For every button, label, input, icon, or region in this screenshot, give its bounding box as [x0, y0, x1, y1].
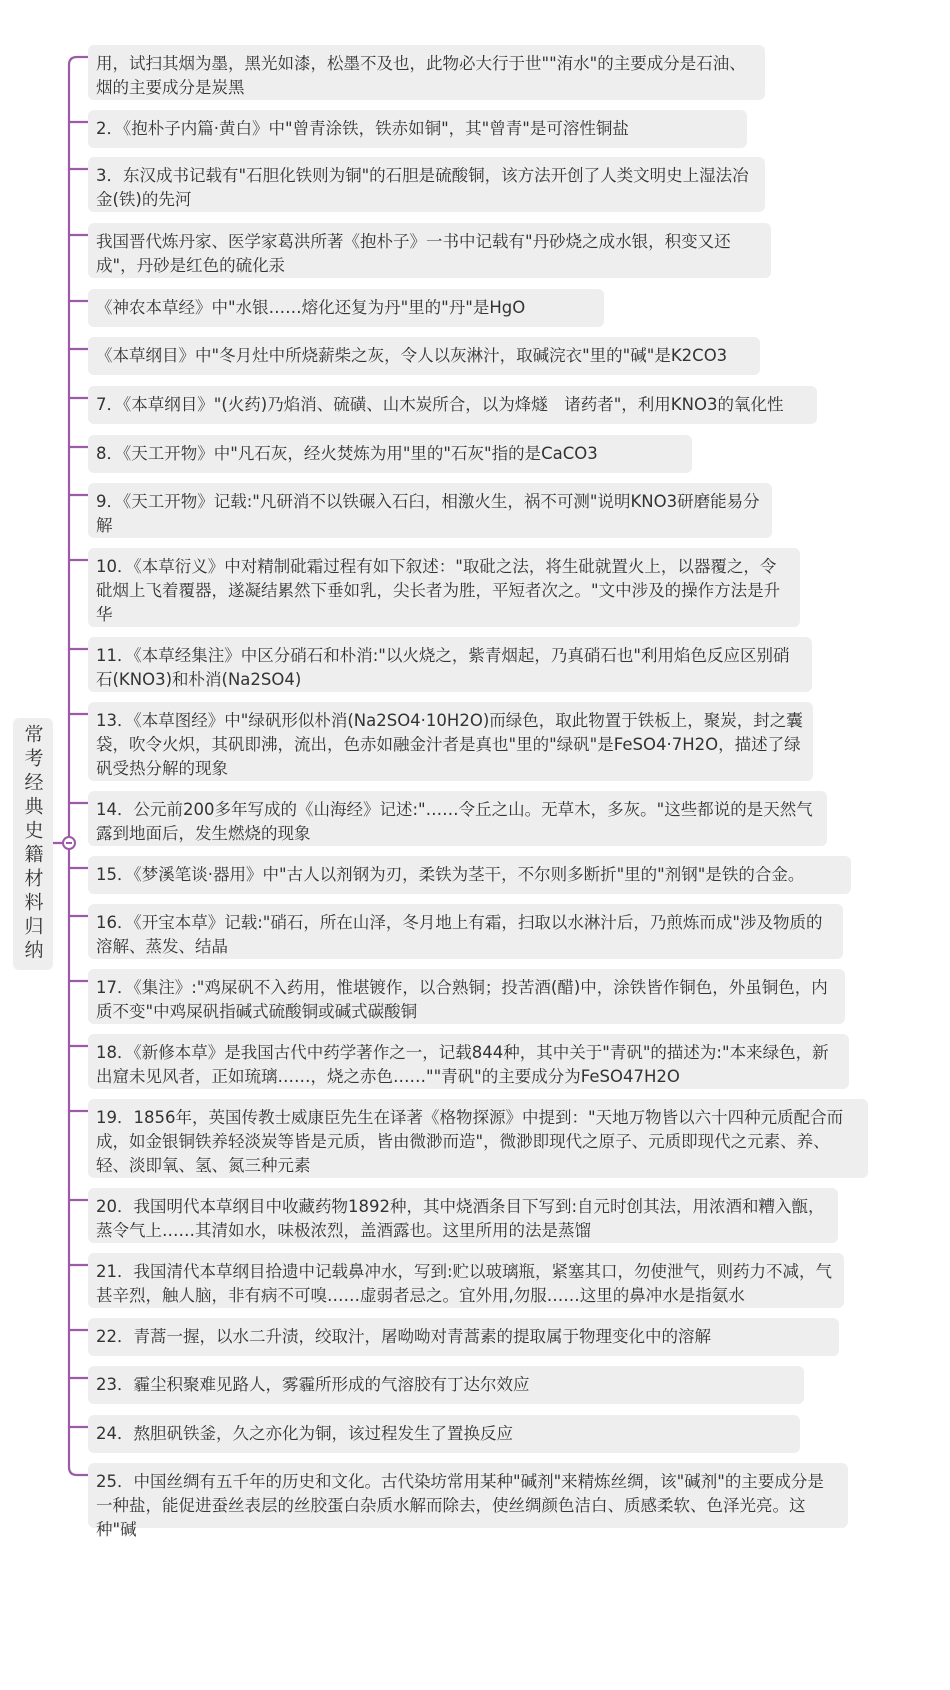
- topic-node-15[interactable]: [88, 856, 851, 894]
- topic-text: 15．《梦溪笔谈·器用》中"古人以剂钢为刃，柔铁为茎干，不尔则多断折"里的"剂钢"是铁的合金。: [96, 865, 805, 884]
- topic-node-16[interactable]: [88, 904, 843, 959]
- topic-node-10[interactable]: [88, 548, 800, 627]
- topic-text: 20．我国明代本草纲目中收藏药物1892种，其中烧酒条目下写到:自元时创其法，用浓酒和糟入甑，蒸令气上……其清如水，味极浓烈，盖酒露也。这里所用的法是蒸馏: [96, 1197, 825, 1240]
- topic-text: 3．东汉成书记载有"石胆化铁则为铜"的石胆是硫酸铜，该方法开创了人类文明史上湿法冶金(铁)的先河: [96, 166, 749, 209]
- topic-node-2[interactable]: [88, 110, 747, 148]
- topic-text: 18．《新修本草》是我国古代中药学著作之一，记载844种，其中关于"青矾"的描述为:"本来绿色，新出窟未见风者，正如琉璃……，烧之赤色……""青矾"的主要成分为FeSO47H2O: [96, 1043, 829, 1086]
- topic-text: 《神农本草经》中"水银……熔化还复为丹"里的"丹"是HgO: [96, 298, 526, 317]
- topic-node-6[interactable]: [88, 337, 760, 375]
- branch-line: [69, 57, 88, 65]
- topic-text: 10．《本草衍义》中对精制砒霜过程有如下叙述："取砒之法，将生砒就置火上，以器覆之，令砒烟上飞着覆器，遂凝结累然下垂如乳，尖长者为胜，平短者次之。"文中涉及的操作方法是升华: [96, 557, 781, 624]
- topic-text: 2．《抱朴子内篇·黄白》中"曾青涂铁，铁赤如铜"，其"曾青"是可溶性铜盐: [96, 119, 629, 138]
- topic-text: 7．《本草纲目》"(火药)乃焰消、硫磺、山木炭所合，以为烽燧 诸药者"，利用KNO3的氧化性: [96, 395, 784, 414]
- topic-node-14[interactable]: [88, 791, 827, 846]
- topic-text: 25．中国丝绸有五千年的历史和文化。古代染坊常用某种"碱剂"来精炼丝绸，该"碱剂"的主要成分是一种盐，能促进蚕丝表层的丝胶蛋白杂质水解而除去，使丝绸颜色洁白、质感柔软、色泽光亮。这种"碱: [96, 1472, 824, 1539]
- topic-text: 22．青蒿一握，以水二升渍，绞取汁，屠呦呦对青蒿素的提取属于物理变化中的溶解: [96, 1327, 711, 1346]
- root-topic[interactable]: [13, 718, 53, 970]
- topic-node-13[interactable]: [88, 702, 813, 781]
- topic-node-19[interactable]: [88, 1099, 868, 1178]
- topic-text: 24．熬胆矾铁釜，久之亦化为铜，该过程发生了置换反应: [96, 1424, 513, 1443]
- topic-node-8[interactable]: [88, 435, 692, 473]
- topic-text: 《本草纲目》中"冬月灶中所烧薪柴之灰，令人以灰淋汁，取碱浣衣"里的"碱"是K2CO3: [96, 346, 728, 365]
- topic-node-7[interactable]: [88, 386, 817, 424]
- topic-node-21[interactable]: [88, 1253, 844, 1308]
- topic-node-9[interactable]: [88, 483, 772, 538]
- topic-text: 9．《天工开物》记载:"凡研消不以铁碾入石臼，相激火生，祸不可测"说明KNO3研磨能易分解: [96, 492, 760, 535]
- topic-node-24[interactable]: [88, 1415, 800, 1453]
- topic-text: 14．公元前200多年写成的《山海经》记述:"……令丘之山。无草木，多灰。"这些都说的是天然气露到地面后，发生燃烧的现象: [96, 800, 813, 843]
- topic-text: 23．霾尘积聚难见路人，雾霾所形成的气溶胶有丁达尔效应: [96, 1375, 530, 1394]
- topic-text: 11．《本草经集注》中区分硝石和朴消:"以火烧之，紫青烟起，乃真硝石也"利用焰色反应区别硝石(KNO3)和朴消(Na2SO4): [96, 646, 790, 689]
- topic-node-22[interactable]: [88, 1318, 839, 1356]
- collapse-toggle-icon[interactable]: [62, 836, 76, 850]
- topic-node-18[interactable]: [88, 1034, 849, 1089]
- topic-text: 我国晋代炼丹家、医学家葛洪所著《抱朴子》一书中记载有"丹砂烧之成水银，积变又还成"，丹砂是红色的硫化汞: [96, 232, 731, 275]
- topic-node-1[interactable]: [88, 45, 765, 100]
- topic-node-17[interactable]: [88, 969, 845, 1024]
- root-topic-label: 常考经典史籍材料归纳: [21, 724, 44, 964]
- topic-text: 21．我国清代本草纲目拾遗中记载鼻冲水，写到:贮以玻璃瓶，紧塞其口，勿使泄气，则药力不减，气甚辛烈，触人脑，非有病不可嗅……虚弱者忌之。宜外用,勿服……这里的鼻冲水是指氨水: [96, 1262, 833, 1305]
- topic-text: 19．1856年，英国传教士威康臣先生在译著《格物探源》中提到："天地万物皆以六十四种元质配合而成，如金银铜铁养轻淡炭等皆是元质，皆由微渺而造"，微渺即现代之原子、元质即现代之元素、养、轻、淡即氧、氢、氮三种元素: [96, 1108, 844, 1175]
- topic-text: 13．《本草图经》中"绿矾形似朴消(Na2SO4·10H2O)而绿色，取此物置于铁板上，聚炭，封之囊袋，吹令火炽，其矾即沸，流出，色赤如融金汁者是真也"里的"绿矾"是FeSO4·7H2O，描述了绿矾受热分解的现象: [96, 711, 803, 778]
- topic-node-5[interactable]: [88, 289, 604, 327]
- topic-node-23[interactable]: [88, 1366, 804, 1404]
- topic-text: 17．《集注》:"鸡屎矾不入药用，惟堪镀作，以合熟铜；投苦酒(醋)中，涂铁皆作铜色，外虽铜色，内质不变"中鸡屎矾指碱式硫酸铜或碱式碳酸铜: [96, 978, 828, 1021]
- topic-text: 8．《天工开物》中"凡石灰，经火焚炼为用"里的"石灰"指的是CaCO3: [96, 444, 598, 463]
- topic-text: 16．《开宝本草》记载:"硝石，所在山泽，冬月地上有霜，扫取以水淋汁后，乃煎炼而成"涉及物质的溶解、蒸发、结晶: [96, 913, 823, 956]
- topic-text: 用，试扫其烟为墨，黑光如漆，松墨不及也，此物必大行于世""洧水"的主要成分是石油、烟的主要成分是炭黑: [96, 54, 746, 97]
- topic-node-25[interactable]: [88, 1463, 848, 1539]
- topic-node-20[interactable]: [88, 1188, 838, 1243]
- topic-node-11[interactable]: [88, 637, 812, 692]
- topic-node-3[interactable]: [88, 157, 765, 212]
- branch-line: [69, 1467, 88, 1475]
- topic-node-4[interactable]: [88, 223, 771, 278]
